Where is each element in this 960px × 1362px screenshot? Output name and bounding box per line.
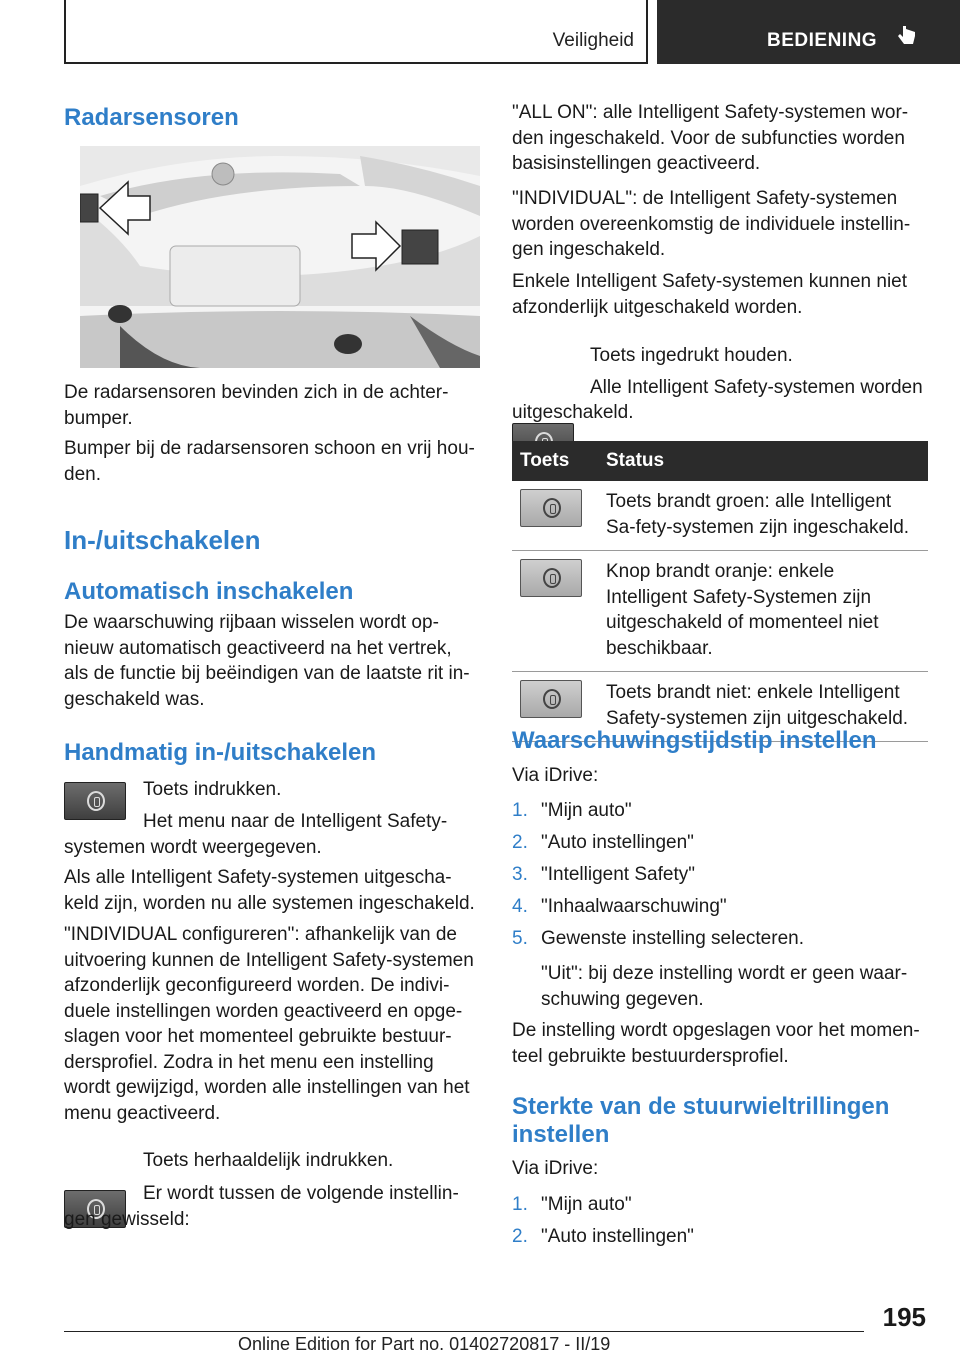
page-number: 195: [882, 1302, 926, 1332]
manual-heading: Handmatig in-/uitschakelen: [64, 739, 377, 766]
steps-list-1: [512, 795, 932, 955]
radar-heading: Radarsensoren: [64, 104, 239, 131]
list-item: 2. "Auto instellingen": [512, 1226, 694, 1247]
manual-paragraph-3: "INDIVIDUAL configureren": afhankelijk van de uitvoering kunnen de Intelligent Safety-systemen afzonderlijk geconfigureerd worden. De indivi-duele instellingen worden geactiveerd en opge-slagen voor het momenteel gebruikte bestuur-dersprofiel. Zodra in het menu een instelling wordt gewijzigd, worden alle instellingen van het menu geactiveerd.: [64, 924, 474, 1124]
manual-step-menu: Het menu naar de Intelligent Safety-: [143, 811, 448, 832]
chapter-title: BEDIENING: [767, 30, 878, 51]
status-cell: Knop brandt oranje: enkele Intelligent Safety-Systemen zijn uitgeschakeld of momenteel niet beschikbaar.: [598, 551, 928, 672]
manual-step-menu-cont: systemen wordt weergegeven.: [64, 837, 322, 858]
allon-paragraph: "ALL ON": alle Intelligent Safety-systemen wor-den ingeschakeld. Voor de subfuncties worden basisinstellingen geactiveerd.: [512, 102, 909, 174]
status-cell: Toets brandt groen: alle Intelligent Sa-fety-systemen zijn ingeschakeld.: [598, 481, 928, 551]
footer-divider: [64, 1331, 864, 1332]
rear-bumper-image: [80, 146, 480, 368]
via-idrive-1: Via iDrive:: [512, 765, 599, 786]
button-off-icon: [520, 680, 582, 718]
via-idrive-2: Via iDrive:: [512, 1158, 599, 1179]
status-table: [512, 441, 928, 742]
auto-heading: Automatisch inschakelen: [64, 578, 354, 605]
list-item: 4. "Inhaalwaarschuwing": [512, 896, 727, 917]
hold-result: Alle Intelligent Safety-systemen worden: [590, 377, 923, 398]
footer-edition: Online Edition for Part no. 01402720817 - II/19: [238, 1334, 611, 1354]
toggle-settings-cont: gen gewisseld:: [64, 1209, 190, 1230]
manual-paragraph-2: Als alle Intelligent Safety-systemen uitgescha-keld zijn, worden nu alle systemen ingeschakeld.: [64, 867, 475, 914]
repeat-press: Toets herhaaldelijk indrukken.: [143, 1150, 394, 1171]
manual-step-press: Toets indrukken.: [143, 779, 282, 800]
radar-paragraph-2: Bumper bij de radarsensoren schoon en vrij hou-den.: [64, 438, 475, 485]
hold-result-cont: uitgeschakeld.: [512, 402, 634, 423]
list-item: 3. "Intelligent Safety": [512, 864, 695, 885]
col-header-status: Status: [598, 441, 928, 481]
section-title: Veiligheid: [552, 30, 634, 51]
step5-note: "Uit": bij deze instelling wordt er geen waar-schuwing gegeven.: [541, 963, 908, 1010]
steps-list-2: [512, 1189, 932, 1253]
saved-paragraph: De instelling wordt opgeslagen voor het momen-teel gebruikte bestuurdersprofiel.: [512, 1020, 920, 1067]
warning-time-heading: Waarschuwingstijdstip instellen: [512, 727, 877, 754]
col-header-toets: Toets: [512, 441, 598, 481]
toggle-settings: Er wordt tussen de volgende instellin-: [143, 1183, 459, 1204]
table-row: [512, 551, 928, 672]
list-item: 5. Gewenste instelling selecteren.: [512, 928, 804, 949]
list-item: 1. "Mijn auto": [512, 800, 632, 821]
list-item: 2. "Auto instellingen": [512, 832, 694, 853]
onoff-heading: In-/uitschakelen: [64, 525, 261, 555]
list-item: 1. "Mijn auto": [512, 1194, 632, 1215]
hold-press: Toets ingedrukt houden.: [590, 345, 793, 366]
strength-heading: Sterkte van de stuurwieltrillingen instellen: [512, 1093, 890, 1148]
button-orange-icon: [520, 559, 582, 597]
individual-paragraph: "INDIVIDUAL": de Intelligent Safety-systemen worden overeenkomstig de individuele instellin-gen ingeschakeld.: [512, 188, 911, 260]
auto-paragraph: De waarschuwing rijbaan wisselen wordt op-nieuw automatisch geactiveerd na het vertrek, als de functie bij beëindigen van de laatste rit in-geschakeld was.: [64, 612, 470, 710]
chapter-tab: [657, 0, 960, 64]
table-row: [512, 481, 928, 551]
status-cell: Toets brandt niet: enkele Intelligent Safety-systemen zijn uitgeschakeld.: [598, 672, 928, 742]
radar-paragraph-1: De radarsensoren bevinden zich in de achter-bumper.: [64, 382, 449, 429]
button-green-icon: [520, 489, 582, 527]
intelligent-safety-button-icon: [64, 782, 126, 820]
hand-pointer-icon: [895, 24, 917, 50]
some-off-paragraph: Enkele Intelligent Safety-systemen kunnen niet afzonderlijk uitgeschakeld worden.: [512, 271, 908, 318]
